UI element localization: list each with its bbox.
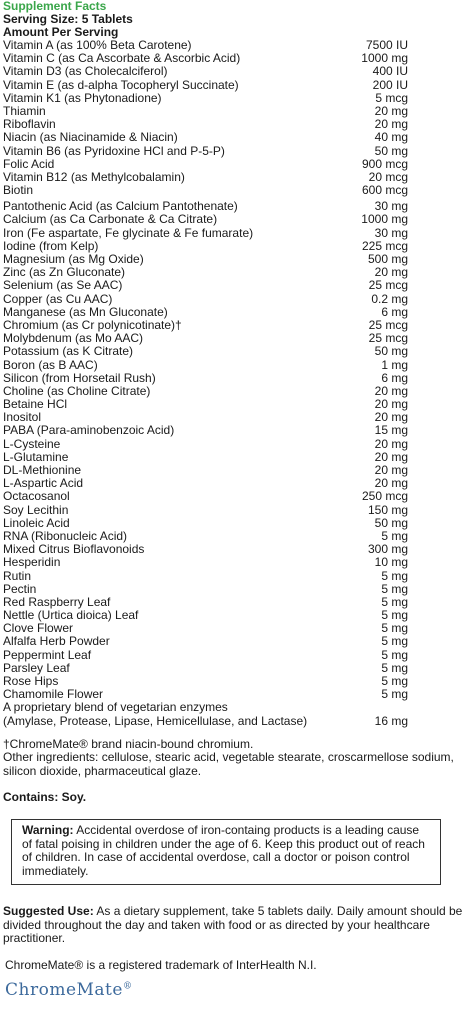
enzyme-blend-name: A proprietary blend of vegetarian enzymes: [3, 700, 228, 715]
nutrient-amount: 5 mg: [381, 647, 408, 662]
nutrient-amount: 25 mcg: [368, 331, 408, 346]
nutrient-name: Red Raspberry Leaf: [3, 594, 111, 609]
nutrient-amount: 20 mg: [374, 410, 408, 425]
nutrient-amount: 20 mg: [374, 449, 408, 464]
nutrient-name: Vitamin E (as d-alpha Tocopheryl Succinate): [3, 77, 239, 92]
nutrient-amount: 1000 mg: [361, 51, 408, 66]
nutrient-amount: 900 mcg: [361, 156, 408, 171]
nutrient-row: [3, 556, 465, 569]
nutrient-amount: 1000 mg: [361, 212, 408, 227]
nutrient-amount: 200 IU: [372, 77, 408, 92]
nutrient-row: [3, 158, 465, 171]
nutrient-row: [3, 570, 465, 583]
nutrient-row: [3, 438, 465, 451]
enzyme-blend-detail: (Amylase, Protease, Lipase, Hemicellulase, and Lactase): [3, 713, 308, 728]
nutrient-name: Zinc (as Zn Gluconate): [3, 265, 126, 280]
nutrient-name: Vitamin C (as Ca Ascorbate & Ascorbic Acid): [3, 51, 241, 66]
chromemate-logo: [3, 980, 465, 1000]
suggested-use-label: Suggested Use:: [3, 904, 94, 919]
nutrient-name: Iodine (from Kelp): [3, 238, 99, 253]
nutrient-amount: 5 mg: [381, 660, 408, 675]
nutrient-name: Octacosanol: [3, 489, 70, 504]
nutrient-name: Biotin: [3, 183, 34, 198]
warning-label: Warning:: [22, 823, 74, 838]
nutrient-row: [3, 279, 465, 292]
nutrient-row: [3, 227, 465, 240]
serving-size: Serving Size: 5 Tablets: [3, 12, 133, 26]
nutrient-amount: 6 mg: [381, 304, 408, 319]
nutrient-amount: 5 mg: [381, 594, 408, 609]
supplement-label: [3, 0, 465, 1000]
nutrient-amount: 0.2 mg: [371, 291, 408, 306]
enzyme-blend-amount: 16 mg: [374, 713, 408, 728]
nutrient-list-minerals-and-others: [3, 200, 465, 701]
warning-text: Accidental overdose of iron-containg products is a leading cause of fatal poising in children under the age of 6. Keep this product out of reach of children. In case of accidental overdose, call a doctor or poison control immediately.: [22, 823, 425, 878]
nutrient-row: [3, 504, 465, 517]
nutrient-amount: 5 mg: [381, 634, 408, 649]
nutrient-amount: 25 mcg: [368, 278, 408, 293]
nutrient-amount: 225 mcg: [361, 238, 408, 253]
nutrient-row: [3, 145, 465, 158]
nutrient-name: Alfalfa Herb Powder: [3, 634, 110, 649]
nutrient-row: [3, 490, 465, 503]
nutrient-row: [3, 372, 465, 385]
nutrient-name: Folic Acid: [3, 156, 55, 171]
supplement-facts-title: Supplement Facts: [3, 0, 107, 13]
nutrient-amount: 150 mg: [367, 502, 408, 517]
nutrient-name: Hesperidin: [3, 555, 61, 570]
nutrient-amount: 50 mg: [374, 344, 408, 359]
nutrient-amount: 20 mcg: [368, 169, 408, 184]
nutrient-name: Vitamin B6 (as Pyridoxine HCl and P-5-P): [3, 143, 225, 158]
nutrient-name: Linoleic Acid: [3, 515, 70, 530]
nutrient-amount: 1 mg: [381, 357, 408, 372]
nutrient-row: [3, 79, 465, 92]
nutrient-amount: 250 mcg: [361, 489, 408, 504]
nutrient-name: Clove Flower: [3, 621, 74, 636]
nutrient-amount: 5 mg: [381, 568, 408, 583]
nutrient-amount: 5 mcg: [375, 90, 408, 105]
nutrient-name: DL-Methionine: [3, 463, 82, 477]
nutrient-row: [3, 65, 465, 78]
nutrient-name: Manganese (as Mn Gluconate): [3, 304, 168, 319]
nutrient-name: Copper (as Cu AAC): [3, 291, 113, 306]
nutrient-amount: 20 mg: [374, 265, 408, 280]
nutrient-amount: 5 mg: [381, 687, 408, 702]
nutrient-name: Boron (as B AAC): [3, 357, 98, 372]
nutrient-name: Mixed Citrus Bioflavonoids: [3, 542, 145, 557]
nutrient-name: Betaine HCl: [3, 397, 68, 412]
nutrient-amount: 20 mg: [374, 463, 408, 477]
nutrient-amount: 20 mg: [374, 397, 408, 412]
nutrient-amount: 20 mg: [374, 117, 408, 132]
nutrient-amount: 600 mcg: [361, 183, 408, 198]
enzyme-blend-row: [3, 715, 465, 728]
nutrient-amount: 5 mg: [381, 581, 408, 596]
nutrient-amount: 20 mg: [374, 476, 408, 491]
allergen-statement: Contains: Soy.: [3, 790, 87, 805]
nutrient-name: Calcium (as Ca Carbonate & Ca Citrate): [3, 212, 218, 227]
nutrient-name: Rutin: [3, 568, 32, 583]
nutrient-name: Pectin: [3, 581, 37, 596]
nutrient-amount: 5 mg: [381, 674, 408, 688]
suggested-use: [3, 905, 465, 946]
nutrient-name: Silicon (from Horsetail Rush): [3, 370, 156, 385]
nutrient-row: [3, 359, 465, 372]
warning-box: [11, 819, 441, 885]
other-ingredients: Other ingredients: cellulose, stearic acid, vegetable stearate, croscarmellose sodium, silicon dioxide, pharmaceutical glaze.: [3, 750, 454, 778]
nutrient-row: [3, 92, 465, 105]
nutrient-amount: 10 mg: [374, 555, 408, 570]
suggested-use-text: As a dietary supplement, take 5 tablets daily. Daily amount should be divided throughout the day and taken with food or as directed by your healthcare practitioner.: [3, 904, 463, 946]
nutrient-name: Vitamin K1 (as Phytonadione): [3, 90, 162, 105]
nutrient-amount: 50 mg: [374, 143, 408, 158]
logo-registered-mark: ®: [122, 981, 133, 992]
nutrient-amount: 5 mg: [381, 608, 408, 623]
nutrient-name: Inositol: [3, 410, 42, 425]
nutrient-name: Molybdenum (as Mo AAC): [3, 331, 144, 346]
nutrient-amount: 20 mg: [374, 103, 408, 118]
nutrient-amount: 20 mg: [374, 383, 408, 398]
nutrient-name: Vitamin D3 (as Cholecalciferol): [3, 64, 168, 79]
nutrient-name: Peppermint Leaf: [3, 647, 92, 662]
nutrient-name: PABA (Para-aminobenzoic Acid): [3, 423, 175, 438]
nutrient-amount: 6 mg: [381, 370, 408, 385]
nutrient-name: Iron (Fe aspartate, Fe glycinate & Fe fumarate): [3, 225, 254, 240]
nutrient-amount: 25 mcg: [368, 317, 408, 332]
nutrient-amount: 50 mg: [374, 515, 408, 530]
nutrient-name: Parsley Leaf: [3, 660, 70, 675]
nutrient-name: Potassium (as K Citrate): [3, 344, 134, 359]
nutrient-amount: 30 mg: [374, 225, 408, 240]
nutrient-row: [3, 635, 465, 648]
nutrient-name: RNA (Ribonucleic Acid): [3, 528, 128, 543]
nutrient-row: [3, 583, 465, 596]
nutrient-amount: 300 mg: [367, 542, 408, 557]
nutrient-row: [3, 517, 465, 530]
nutrient-name: Chromium (as Cr polynicotinate)†: [3, 317, 182, 332]
nutrient-name: Vitamin A (as 100% Beta Carotene): [3, 38, 192, 52]
nutrient-amount: 500 mg: [367, 252, 408, 266]
nutrient-list-vitamins: [3, 39, 465, 197]
nutrient-amount: 30 mg: [374, 199, 408, 214]
nutrient-row: [3, 424, 465, 437]
nutrient-row: [3, 131, 465, 144]
nutrient-name: Magnesium (as Mg Oxide): [3, 252, 144, 266]
nutrient-name: Chamomile Flower: [3, 687, 104, 702]
nutrient-amount: 5 mg: [381, 528, 408, 543]
nutrient-row: [3, 345, 465, 358]
nutrient-row: [3, 293, 465, 306]
nutrient-row: [3, 306, 465, 319]
nutrient-name: L-Glutamine: [3, 449, 69, 464]
amount-per-serving-heading: Amount Per Serving: [3, 25, 119, 39]
nutrient-row: [3, 649, 465, 662]
logo-text: ChromeMate: [5, 979, 123, 1000]
nutrient-name: L-Cysteine: [3, 436, 61, 451]
nutrient-name: Vitamin B12 (as Methylcobalamin): [3, 169, 185, 184]
nutrient-name: Rose Hips: [3, 674, 59, 688]
nutrient-name: Selenium (as Se AAC): [3, 278, 123, 293]
nutrient-row: [3, 213, 465, 226]
nutrient-amount: 7500 IU: [365, 38, 408, 52]
nutrient-name: Soy Lecithin: [3, 502, 69, 517]
chromemate-footnote: †ChromeMate® brand niacin-bound chromium.: [3, 736, 254, 751]
nutrient-name: Thiamin: [3, 103, 46, 118]
nutrient-amount: 15 mg: [374, 423, 408, 438]
nutrient-name: Choline (as Choline Citrate): [3, 383, 151, 398]
nutrient-name: Niacin (as Niacinamide & Niacin): [3, 130, 178, 145]
nutrient-name: Riboflavin: [3, 117, 56, 132]
trademark-notice: ChromeMate® is a registered trademark of InterHealth N.I.: [5, 957, 317, 972]
nutrient-amount: 400 IU: [372, 64, 408, 79]
nutrient-amount: 5 mg: [381, 621, 408, 636]
nutrient-amount: 40 mg: [374, 130, 408, 145]
nutrient-row: [3, 184, 465, 197]
nutrient-name: Pantothenic Acid (as Calcium Pantothenate): [3, 199, 238, 214]
nutrient-amount: 20 mg: [374, 436, 408, 451]
nutrient-name: Nettle (Urtica dioica) Leaf: [3, 608, 139, 623]
nutrient-name: L-Aspartic Acid: [3, 476, 84, 491]
